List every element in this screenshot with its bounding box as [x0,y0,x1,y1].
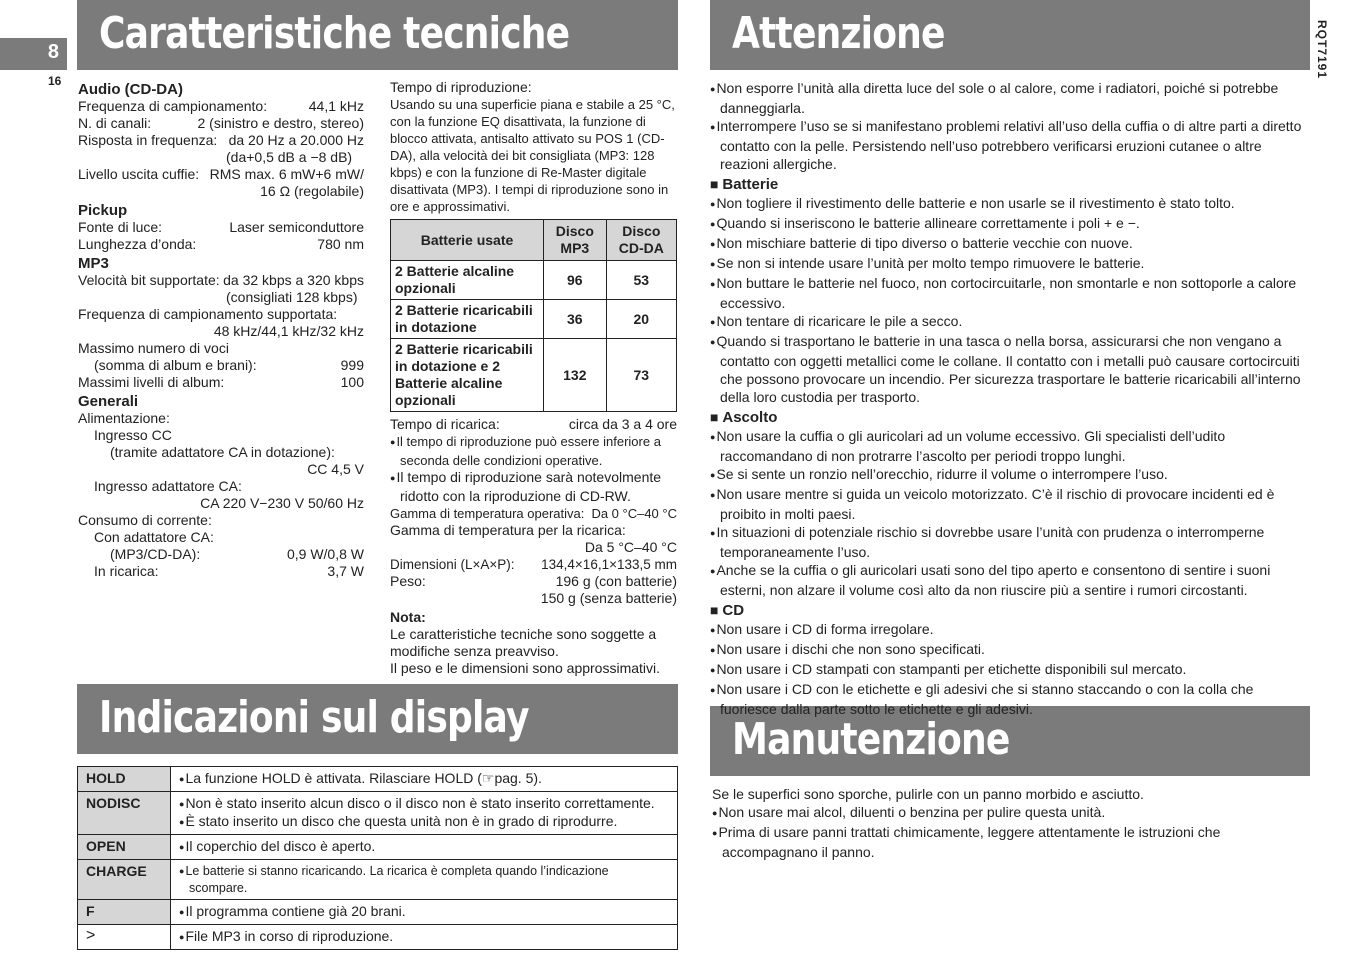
specs-banner [77,0,678,70]
attention-column [710,79,1305,718]
spec-row: Gamma di temperatura operativa: Da 0 °C–40 °C [390,506,677,521]
spec-row: Velocità bit supportate: da 32 kbps a 320 kbps [78,272,364,288]
table-row: > ● File MP3 in corso di riproduzione. [78,925,678,950]
spec-row: N. di canali: 2 (sinistro e destro, stereo) [78,115,364,131]
page-number: 8 [47,41,59,63]
maintenance-title: Manutenzione [732,714,1010,765]
list-item: ● Anche se la cuffia o gli auricolari usati sono del tipo aperto e consentono di sentire i suoni esterni, non alzare il volume così alto da non riuscire più a sentire i rumori circostanti. [710,561,1305,599]
table-row: NODISC ● Non è stato inserito alcun disco o il disco non è stato inserito correttamente. ● È stato inserito un disco che questa unità non è in grado di riprodurre. [78,792,678,835]
table-row: 2 Batterie alcaline opzionali 96 53 [391,261,677,300]
maintenance-column [712,785,1302,861]
list-item: ● Se non si intende usare l’unità per molto tempo rimuovere le batterie. [710,254,1305,274]
spec-label: Alimentazione: [78,410,170,426]
list-item: ● Non usare mentre si guida un veicolo motorizzato. C’è il rischio di provocare incidenti ed è proibito in molti paesi. [710,485,1305,523]
table-row: 2 Batterie ricaricabili in dotazione 36 20 [391,300,677,339]
nota-text: Il peso e le dimensioni sono approssimativi. [390,660,661,676]
cd-heading: ■ CD [710,601,1305,620]
display-table [77,766,678,950]
list-item: ● Se si sente un ronzio nell’orecchio, ridurre il volume o interrompere l’uso. [710,465,1305,485]
pickup-heading: Pickup [78,202,128,219]
list-item: ● Il tempo di riproduzione può essere inferiore a seconda delle condizioni operative. [390,433,677,469]
list-item: ● Quando si inseriscono le batterie allineare correttamente i poli + e −. [710,214,1305,234]
listening-heading: ■ Ascolto [710,408,1305,427]
playback-intro: Usando su una superficie piana e stabile a 25 °C, con la funzione EQ disattivata, la funzione di blocco attivata, antisalto attivato su POS 1 (CD-DA), alla velocità dei bit consigliata (MP3: 128 kbps) e con la funzione di Re-Master digitale disattivata (MP3). I tempi di riproduzione sono in ore e approssimativi. [390,97,675,214]
list-item: ● Non tentare di ricaricare le pile a secco. [710,312,1305,332]
list-item: ● In situazioni di potenziale rischio si dovrebbe usare l’unità con prudenza o interromperne temporaneamente l’uso. [710,523,1305,561]
mp3-heading: MP3 [78,255,109,272]
list-item: ● Non usare la cuffia o gli auricolari ad un volume eccessivo. Gli specialisti dell’udito raccomandano di non protrarre l’ascolto per periodi troppo lunghi. [710,427,1305,465]
spec-label: Con adattatore CA: [94,529,214,545]
list-item: ● Non togliere il rivestimento delle batterie e non usarle se il rivestimento è stato tolto. [710,194,1305,214]
battery-table-header: Disco CD-DA [606,220,676,261]
spec-cont: (da+0,5 dB a −8 dB) [226,149,353,165]
list-item: ● Il tempo di riproduzione sarà notevolmente ridotto con la riproduzione di CD-RW. [390,469,677,505]
table-row: 2 Batterie ricaricabili in dotazione e 2 Batterie alcaline opzionali 132 73 [391,339,677,412]
spec-row: (MP3/CD-DA): 0,9 W/0,8 W [110,546,364,562]
spec-label: Ingresso CC [94,427,172,443]
spec-label: Ingresso adattatore CA: [94,478,242,494]
battery-table [390,219,677,412]
list-item: ● Non usare mai alcol, diluenti o benzina per pulire questa unità. [712,803,1302,823]
list-item: ● Non buttare le batterie nel fuoco, non cortocircuitarle, non smontarle e non sottoporle a calore eccessivo. [710,274,1305,312]
spec-row: Livello uscita cuffie: RMS max. 6 mW+6 mW/ [78,166,364,182]
list-item: ● Prima di usare panni trattati chimicamente, leggere attentamente le istruzioni che accompagnano il panno. [712,823,1302,861]
spec-label: (tramite adattatore CA in dotazione): [110,444,335,460]
spec-row: Peso: 196 g (con batterie) [390,573,677,589]
spec-value: CA 220 V−230 V 50/60 Hz [200,495,364,511]
spec-cont: (consigliati 128 kbps) [226,289,358,305]
list-item: ● Non mischiare batterie di tipo diverso o batterie vecchie con nuove. [710,234,1305,254]
spec-value: 48 kHz/44,1 kHz/32 kHz [213,323,364,339]
display-title: Indicazioni sul display [99,692,529,743]
battery-table-header: Batterie usate [391,220,544,261]
spec-label: Massimo numero di voci [78,340,229,356]
specs-title: Caratteristiche tecniche [99,8,570,59]
list-item: ● Non esporre l’unità alla diretta luce del sole o al calore, come i radiatori, poiché si potrebbe danneggiarla. [710,79,1305,117]
spec-row: Massimi livelli di album: 100 [78,374,364,390]
spec-row: (somma di album e brani): 999 [94,357,364,373]
attention-banner [710,0,1310,70]
battery-table-header: Disco MP3 [544,220,607,261]
audio-heading: Audio (CD-DA) [78,81,183,98]
table-row: F ● Il programma contiene già 20 brani. [78,900,678,925]
nota-heading: Nota: [390,609,426,625]
page-sub-number: 16 [48,74,62,88]
spec-row: Risposta in frequenza: da 20 Hz a 20.000 Hz [78,132,364,148]
list-item: ● Non usare i CD stampati con stampanti per etichette disponibili sul mercato. [710,660,1305,680]
display-banner [77,684,678,754]
spec-label: Frequenza di campionamento supportata: [78,306,338,322]
specs-column [78,79,364,580]
list-item: ● Non usare i CD con le etichette e gli adesivi che si stanno staccando o con la colla che fuoriesce dalla parte sotto le etichette e gli adesivi. [710,680,1305,718]
maintenance-intro: Se le superfici sono sporche, pulirle con un panno morbido e asciutto. [712,786,1144,802]
table-row: CHARGE ● Le batterie si stanno ricaricando. La ricarica è completa quando l’indicazione scompare. [78,860,678,900]
list-item: ● Quando si trasportano le batterie in una tasca o nella borsa, assicurarsi che non vengano a contatto con oggetti metallici come le collane. Il contatto con i metalli può causare cortocircuiti che possono provocare un incendio. Per sicurezza trasportare le batterie ricaricabili all’interno della loro custodia per trasporto. [710,332,1305,406]
spec-value: 150 g (senza batterie) [540,590,677,606]
list-item: ● Non usare i dischi che non sono specificati. [710,640,1305,660]
doc-code: RQT7191 [1315,20,1329,80]
spec-label: Consumo di corrente: [78,512,212,528]
spec-row: Tempo di ricarica: circa da 3 a 4 ore [390,416,677,432]
attention-title: Attenzione [732,8,945,59]
spec-row: Lunghezza d’onda: 780 nm [78,236,364,252]
spec-row: In ricarica: 3,7 W [94,563,364,579]
spec-cont: 16 Ω (regolabile) [260,183,364,199]
playback-column [390,79,677,677]
list-item: ● Interrompere l’uso se si manifestano problemi relativi all’uso della cuffia o di altre parti a diretto contatto con la pelle. Persistendo nell’uso potrebbero verificarsi eruzioni cutanee o altre reazioni allergiche. [710,117,1305,173]
nota-text: Le caratteristiche tecniche sono soggette a modifiche senza preavviso. [390,626,657,659]
spec-value: CC 4,5 V [307,461,364,477]
playback-time-label: Tempo di riproduzione: [390,79,532,95]
list-item: ● Non usare i CD di forma irregolare. [710,620,1305,640]
general-heading: Generali [78,393,139,410]
spec-row: Frequenza di campionamento: 44,1 kHz [78,98,364,114]
spec-value: Da 5 °C–40 °C [584,539,677,555]
spec-row: Fonte di luce: Laser semiconduttore [78,219,364,235]
batteries-heading: ■ Batterie [710,175,1305,194]
table-row: HOLD ● La funzione HOLD è attivata. Rilasciare HOLD (☞pag. 5). [78,767,678,792]
page-number-tab [0,38,67,70]
table-row: OPEN ● Il coperchio del disco è aperto. [78,835,678,860]
spec-label: Gamma di temperatura per la ricarica: [390,522,626,538]
spec-row: Dimensioni (L×A×P): 134,4×16,1×133,5 mm [390,557,677,572]
